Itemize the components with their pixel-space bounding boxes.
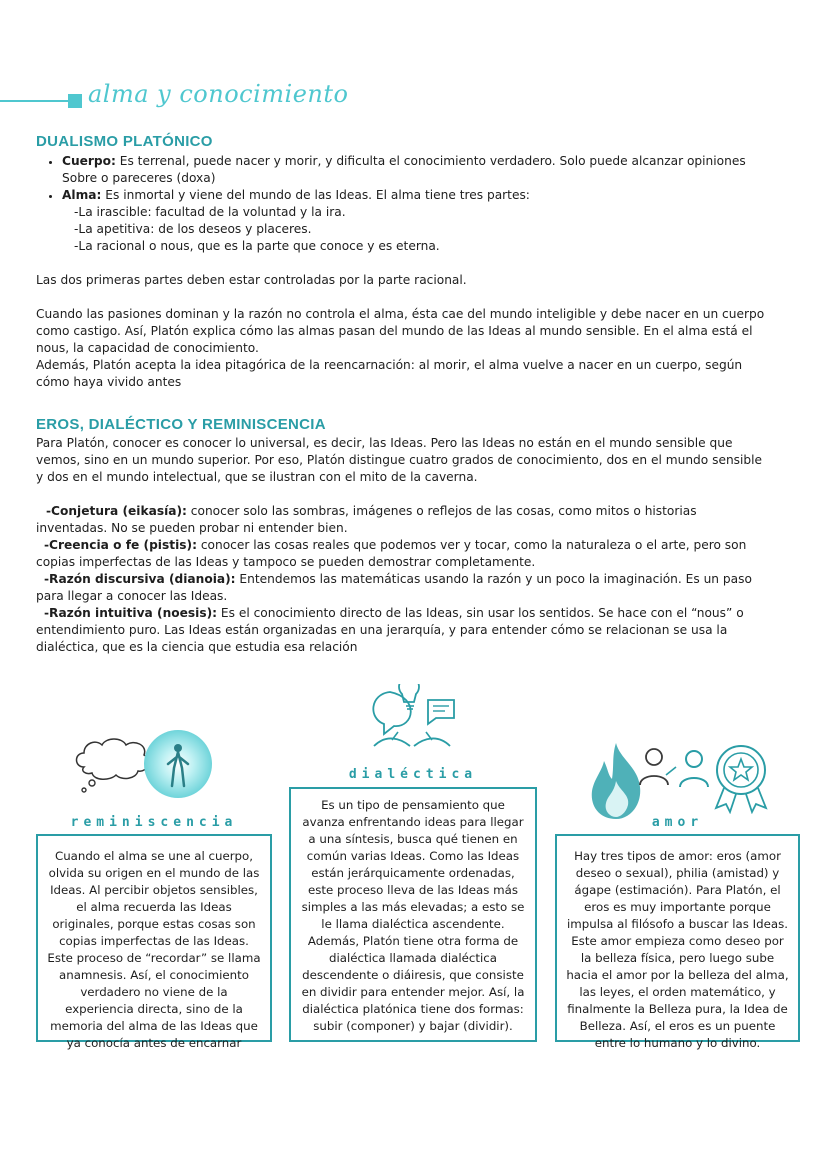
amor-card [555,834,800,1050]
grado-noesis [36,605,766,656]
grado-noesis-label: -Razón intuitiva (noesis): [44,606,218,620]
alma-label: Alma: [62,188,102,202]
dualismo-p3: Además, Platón acepta la idea pitagórica de la reencarnación: al morir, el alma vuelve a nacer en un cuerpo, según cómo haya vivido antes [36,358,743,389]
grado-dianoia-label: -Razón discursiva (dianoia): [44,572,236,586]
cuerpo-item [62,153,776,187]
alma-item [62,187,776,204]
grados-list [36,503,766,656]
amor-label: amor [651,815,704,830]
grado-conjetura-label: -Conjetura (eikasía): [46,504,187,518]
dialectica-text: Es un tipo de pensamiento que avanza enfrentando ideas para llegar a una síntesis, busca qué tienen en común varias Ideas. Como las Ideas están jerárquicamente ordenadas, este proceso lleva de las Ideas más simples a las más elevadas; a esto se le llama dialéctica ascendente. Además, Platón tiene otra forma de dialéctica llamada dialéctica descendente o diáiresis, que consiste en dividir para entender mejor. Así, la dialéctica platónica tiene dos formas: subir (componer) y bajar (dividir). [301,798,525,1033]
dualismo-title: DUALISMO PLATÓNICO [36,133,213,150]
grado-creencia-text: conocer las cosas reales que podemos ver y tocar, como la naturaleza o el arte, pero son copias imperfectas de las Ideas y tampoco se pueden demostrar completamente. [36,538,747,569]
reminiscencia-card [36,834,272,1050]
award-ribbon-icon [710,742,772,814]
grado-dianoia-text: Entendemos las matemáticas usando la razón y un poco la imaginación. Es un paso para llegar a conocer las Ideas. [36,572,752,603]
eros-title: EROS, DIALÉCTICO Y REMINISCENCIA [36,416,326,433]
grado-creencia [36,537,766,571]
alma-text: Es inmortal y viene del mundo de las Ideas. El alma tiene tres partes: [101,188,530,202]
grado-conjetura-text: conocer solo las sombras, imágenes o reflejos de las cosas, como mitos o historias inventadas. No se pueden probar ni entender bien. [36,504,697,535]
eros-intro: Para Platón, conocer es conocer lo universal, es decir, las Ideas. Pero las Ideas no están en el mundo sensible que vemos, sino en un mundo superior. Por eso, Platón distingue cuatro grados de conocimiento, dos en el mundo sensible y dos en el mundo intelectual, que se ilustran con el mito de la caverna. [36,436,763,484]
grado-creencia-label: -Creencia o fe (pistis): [44,538,197,552]
reminiscencia-text: Cuando el alma se une al cuerpo, olvida su origen en el mundo de las Ideas. Al percibir objetos sensibles, el alma recuerda las Ideas originales, porque estas cosas son copias imperfectas de las Ideas. Este proceso de “recordar” se llama anamnesis. Así, el conocimiento verdadero no viene de la experiencia directa, sino de la memoria del alma de las Ideas que ya conocía antes de encarnar [47,849,261,1050]
amor-text: Hay tres tipos de amor: eros (amor deseo o sexual), philia (amistad) y ágape (estimación). Para Platón, el eros es muy importante porque impulsa al filósofo a buscar las Ideas. Este amor empieza como deseo por la belleza física, pero luego sube hacia el amor por la belleza del alma, las leyes, el orden matemático, y finalmente la Belleza pura, la Idea de Belleza. Así, el eros es un puente entre lo humano y lo divino. [566,849,789,1050]
cuerpo-label: Cuerpo: [62,154,116,168]
dialectica-label: dialéctica [348,767,478,782]
grado-noesis-text: Es el conocimiento directo de las Ideas, sin usar los sentidos. Se hace con el “nous” o entendimiento puro. Las Ideas están organizadas en una jerarquía, y para entender cómo se relacionan se usa la dialéctica, que es la ciencia que estudia esa relación [36,606,744,654]
dualismo-list [36,153,776,204]
parte-racional: -La racional o nous, que es la parte que conoce y es eterna. [74,239,440,253]
header-square [68,94,82,108]
header-line [0,100,68,102]
people-icon [636,745,716,795]
alma-partes [36,204,776,255]
page-title: alma y conocimiento [88,80,349,108]
dialectica-card [289,787,537,1042]
dualismo-p2: Cuando las pasiones dominan y la razón no controla el alma, ésta cae del mundo inteligible y debe nacer en un cuerpo como castigo. Así, Platón explica cómo las almas pasan del mundo de las Ideas al mundo sensible. En el alma está el nous, la capacidad de conocimiento. [36,307,765,355]
glowing-figure-icon [140,728,216,804]
lightbulb-chat-icon [362,684,462,760]
grado-conjetura [36,503,766,537]
parte-irascible: -La irascible: facultad de la voluntad y la ira. [74,205,346,219]
reminiscencia-label: reminiscencia [70,815,238,830]
cuerpo-text: Es terrenal, puede nacer y morir, y dificulta el conocimiento verdadero. Solo puede alcanzar opiniones Sobre o pareceres (doxa) [62,154,746,185]
grado-dianoia [36,571,766,605]
parte-apetitiva: -La apetitiva: de los deseos y placeres. [74,222,312,236]
eros-section [36,416,766,656]
dualismo-p1: Las dos primeras partes deben estar controladas por la parte racional. [36,273,467,287]
dualismo-section [36,133,776,391]
